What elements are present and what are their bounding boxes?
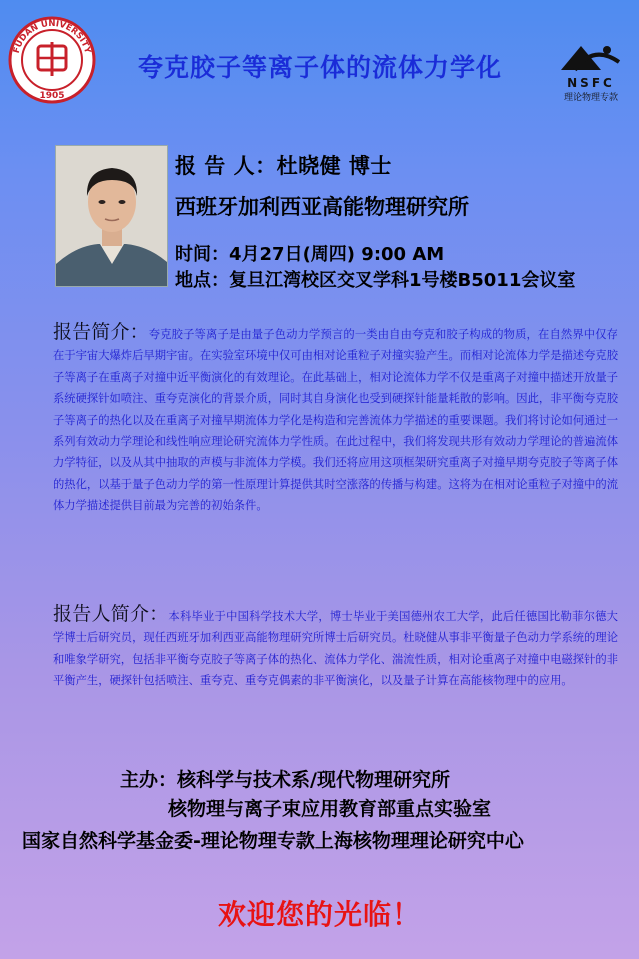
talk-time: 时间：4月27日(周四) 9:00 AM (175, 244, 445, 265)
welcome-text: 欢迎您的光临！ (217, 898, 421, 931)
bio-text: 本科毕业于中国科学技术大学，博士毕业于美国德州农工大学，此后任德国比勒菲尔德大学博士后研究员，现任西班牙加利西亚高能物理研究所博士后研究员。杜晓健从事非平衡量子色动力学系统的理论和唯象学研究，包括非平衡夸克胶子等离子体的热化、流体力学化、湍流性质，相对论重离子对撞中电磁探针的非平衡产生，硬探针包括喷注、重夸克、重夸克偶素的非平衡演化，以及量子计算在高能核物理中的应用。 (53, 610, 618, 688)
organizer-line-1: 主办：核科学与技术系/现代物理研究所 (120, 769, 450, 791)
nsfc-letters: NSFC (567, 76, 615, 90)
organizer-line-3: 国家自然科学基金委-理论物理专款上海核物理理论研究中心 (22, 830, 524, 852)
bio-section (53, 604, 618, 692)
fudan-university-seal-icon (8, 16, 96, 104)
bio-title: 报告人简介： (53, 603, 169, 625)
abstract-section (53, 322, 618, 517)
speaker-name (175, 150, 392, 180)
svg-text:FUDAN UNIVERSITY: FUDAN UNIVERSITY (11, 18, 93, 55)
page-title: 夸克胶子等离子体的流体力学化 (137, 53, 502, 82)
nsfc-subtitle: 理论物理专款 (563, 93, 618, 103)
speaker-affiliation: 西班牙加利西亚高能物理研究所 (175, 195, 469, 219)
speaker-photo (55, 145, 168, 287)
abstract-title: 报告简介： (53, 321, 149, 343)
speaker-label: 报 告 人： (175, 154, 277, 178)
organizer-line-2: 核物理与离子束应用教育部重点实验室 (168, 798, 492, 820)
talk-place: 地点：复旦江湾校区交叉学科1号楼B5011会议室 (175, 270, 576, 291)
svg-text:1905: 1905 (39, 91, 65, 101)
speaker-name-text: 杜晓健 博士 (276, 154, 392, 178)
abstract-text: 夸克胶子等离子是由量子色动力学预言的一类由自由夸克和胶子构成的物质，在自然界中仅存在于宇宙大爆炸后早期宇宙。在实验室环境中仅可由相对论重粒子对撞实验产生。而相对论流体力学是描述夸克胶子等离子在重离子对撞中近平衡演化的有效理论。在此基础上，相对论流体力学不仅是重离子对撞中描述开放量子系统硬探针如喷注、重夸克演化的背景介质，同时其自身演化也受到硬探针能量耗散的影响。因此，非平衡夸克胶子等离子的热化以及在重离子对撞早期流体力学化是构造和完善流体力学描述的重要课题。我们将讨论如何通过一系列有效动力学理论和线性响应理论研究流体力学性质。在此过程中，我们将发现共形有效动力学理论的普遍流体力学特征，以及从其中抽取的声模与非流体力学模。我们还将应用这项框架研究重离子对撞早期夸克胶子等离子体的热化，以基于量子色动力学的第一性原理计算提供其时空涨落的传播与构建。这将为在相对论重粒子对撞中的流体力学描述提供目前最为完善的初始条件。 (53, 328, 618, 513)
